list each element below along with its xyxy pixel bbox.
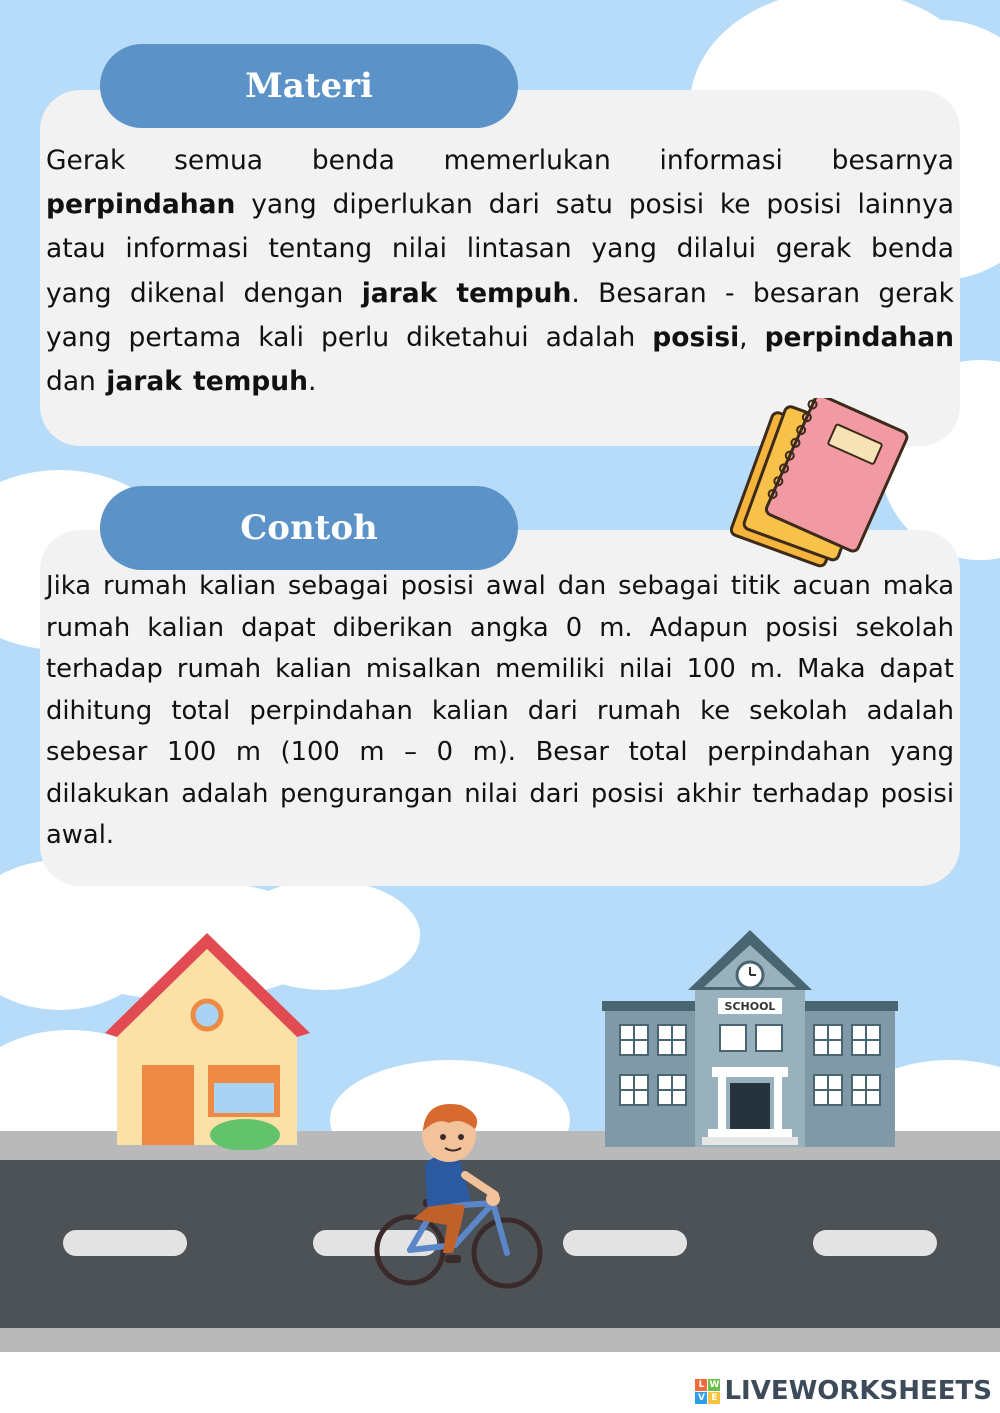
contoh-paragraph: Jika rumah kalian sebagai posisi awal dan sebagai titik acuan maka rumah kalian dapat diberikan angka 0 m. Adapun posisi sekolah terhadap rumah kalian misalkan memiliki nilai 100 m. Maka dapat dihitung total perpindahan kalian dari rumah ke sekolah adalah sebesar 100 m (100 m – 0 m). Besar total perpindahan yang dilakukan adalah pengurangan nilai dari posisi akhir terhadap posisi awal. [46, 571, 954, 850]
materi-paragraph: Gerak semua benda memerlukan informasi besarnya perpindahan yang diperlukan dari satu posisi ke posisi lainnya atau informasi tentang nilai lintasan yang dilalui gerak benda yang dikenal dengan jarak tempuh. Besaran - besaran gerak yang pertama kali perlu diketahui adalah posisi, perpindahan dan jarak tempuh. [46, 145, 954, 398]
notebooks-illustration [730, 398, 910, 578]
materi-heading: Materi [100, 44, 518, 128]
school-sign: SCHOOL [724, 1000, 776, 1013]
liveworksheets-logo-text: LIVEWORKSHEETS [724, 1376, 992, 1406]
liveworksheets-mark-icon: L W V E [695, 1379, 720, 1404]
liveworksheets-logo [695, 1376, 992, 1406]
cyclist-illustration [365, 1095, 550, 1300]
contoh-heading: Contoh [100, 486, 518, 570]
school-illustration [600, 925, 900, 1150]
house-illustration [100, 925, 315, 1150]
curb [0, 1328, 1000, 1352]
road-marking [63, 1230, 187, 1256]
road-marking [813, 1230, 937, 1256]
road-marking [563, 1230, 687, 1256]
